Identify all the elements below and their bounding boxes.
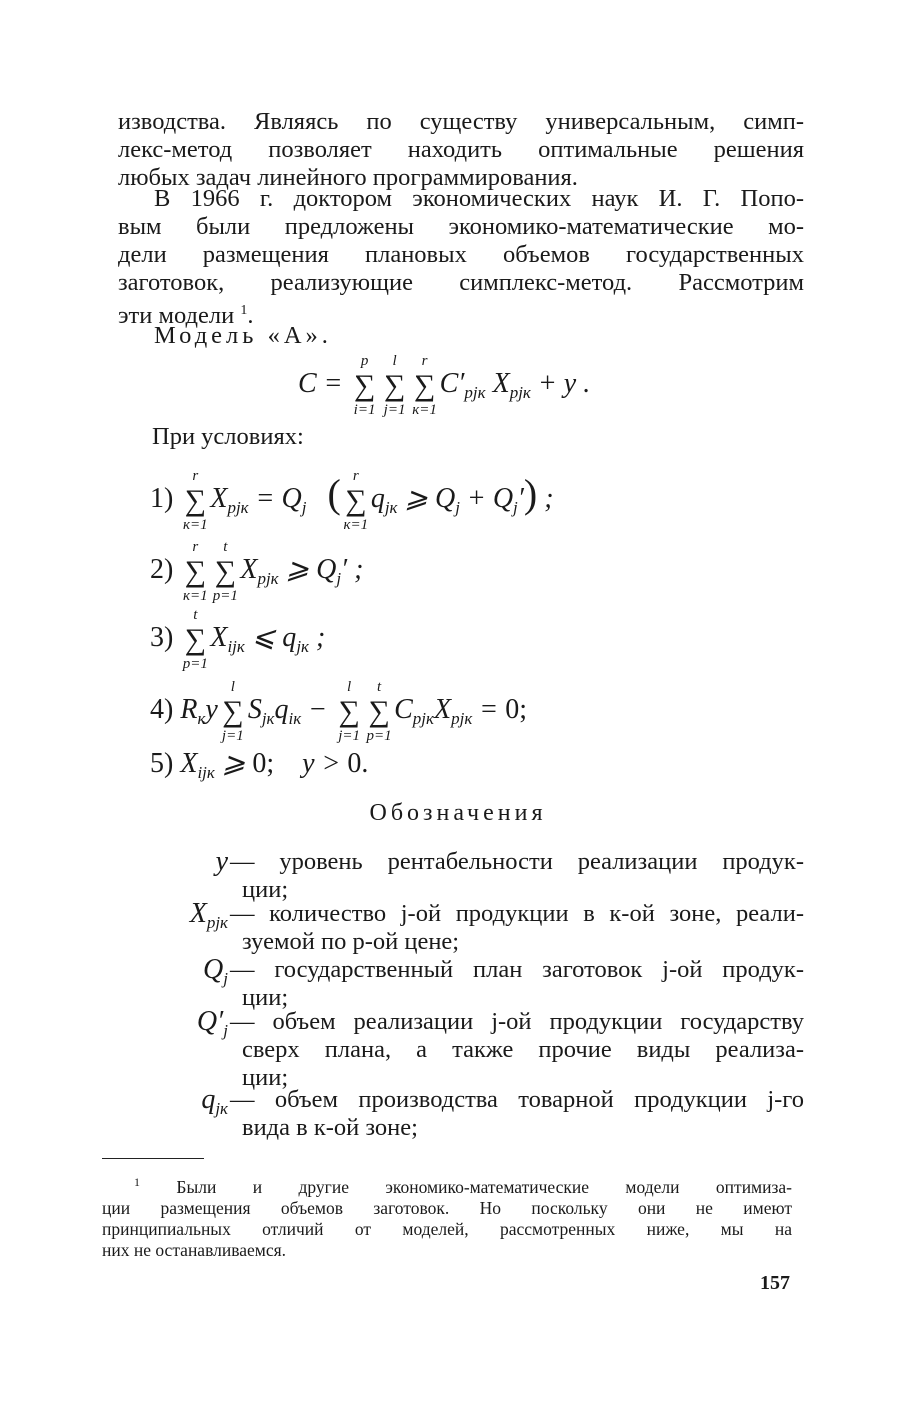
definition-text: — государственный план заготовок j-ой продук- ции; [230, 956, 804, 1011]
sum-sign: ∑ l j=1 [338, 678, 360, 744]
text-line: лекс-метод позволяет находить оптимальные решения [118, 136, 804, 163]
sum-sign: ∑ l j=1 [383, 352, 406, 418]
text-line: изводства. Являясь по существу универсальным, симп- [118, 108, 804, 135]
definition-symbol: y [215, 846, 228, 877]
definition-symbol: $Q_j$ [203, 954, 228, 988]
sum-sign: ∑ l j=1 [221, 678, 244, 744]
definition-symbol: $Q'_j$ [196, 1006, 228, 1040]
condition-2-formula: 2) ∑ r к=1 ∑ t p=1 $X_{pjк}$ ⩾ $Q_j'$ ; [150, 538, 364, 604]
sum-sign: ∑ t p=1 [366, 678, 392, 744]
text-line: вым были предложены экономико-математические мо- [118, 213, 804, 240]
page-number: 157 [760, 1272, 790, 1294]
footnote [102, 1172, 792, 1261]
end-punctuation: . [247, 302, 254, 330]
condition-3-formula: 3) ∑ t p=1 $X_{ijк}$ ⩽ $q_{jк}$ ; [150, 606, 326, 672]
definition-symbol: $X_{pjк}$ [189, 898, 228, 932]
condition-4-formula: 4) $R_кy$ ∑ l j=1 $S_{jк}q_{iк}$ − ∑ l j=1 ∑ t p=1 $C_{pjк}X_{pjк} = 0$; [150, 678, 527, 744]
sum-sign: ∑ t p=1 [212, 538, 238, 604]
section-heading: Обозначения [369, 800, 547, 826]
definition-symbol: $q_{jк}$ [201, 1084, 228, 1118]
sum-sign: ∑ t p=1 [182, 606, 208, 672]
footnote-line: принципиальных отличий от моделей, рассмотренных ниже, мы на [102, 1218, 792, 1239]
footnote-reference: 1 [240, 303, 248, 318]
paragraph-popov-models [118, 185, 804, 330]
condition-1-formula: 1) ∑ r к=1 $X_{pjк} = Q_j$ ( ∑ r к=1 $q_{jк}$ ⩾ $Q_j + Q_j'$) ; [150, 467, 554, 533]
text-line: заготовок, реализующие симплекс-метод. Рассмотрим [118, 269, 804, 296]
sum-sign: ∑ r к=1 [183, 538, 208, 604]
footnote-divider [102, 1158, 204, 1159]
condition-5-formula: 5) $X_{ijк}$ ⩾ 0; y > 0. [150, 748, 369, 782]
text-line: В 1966 г. доктором экономических наук И. Г. Попо- [154, 185, 804, 212]
footnote-line: них не останавливаемся. [102, 1239, 287, 1260]
text-line: дели размещения плановых объемов государственных [118, 241, 804, 268]
text-line-end: эти модели [118, 302, 235, 330]
intro-paragraph [118, 108, 804, 192]
definition-text: — уровень рентабельности реализации продук- ции; [230, 848, 804, 903]
footnote-line: ции размещения объемов заготовок. Но поскольку они не имеют [102, 1197, 792, 1218]
model-label: Модель «А». [154, 322, 332, 349]
footnote-line: $^1$ Были и другие экономико-математические модели оптимиза- [134, 1175, 793, 1197]
conditions-label: При условиях: [152, 423, 304, 450]
definition-text: — объем реализации j-ой продукции государству сверх плана, а также прочие виды реализа- ции; [230, 1008, 804, 1091]
sum-sign: ∑ r к=1 [183, 467, 208, 533]
definition-text: — объем производства товарной продукции j-го вида в к-ой зоне; [230, 1086, 804, 1141]
sum-sign: ∑ p i=1 [353, 352, 376, 418]
objective-formula: C = ∑ p i=1 ∑ l j=1 ∑ r к=1 $C'_{pjк}$ $X_{pjк} + y$ . [298, 352, 591, 418]
text-line: любых задач линейного программирования. [118, 164, 578, 191]
sum-sign: ∑ r к=1 [343, 467, 369, 533]
definition-text: — количество j-ой продукции в к-ой зоне, реали- зуемой по p-ой цене; [230, 900, 804, 955]
sum-sign: ∑ r к=1 [412, 352, 437, 418]
